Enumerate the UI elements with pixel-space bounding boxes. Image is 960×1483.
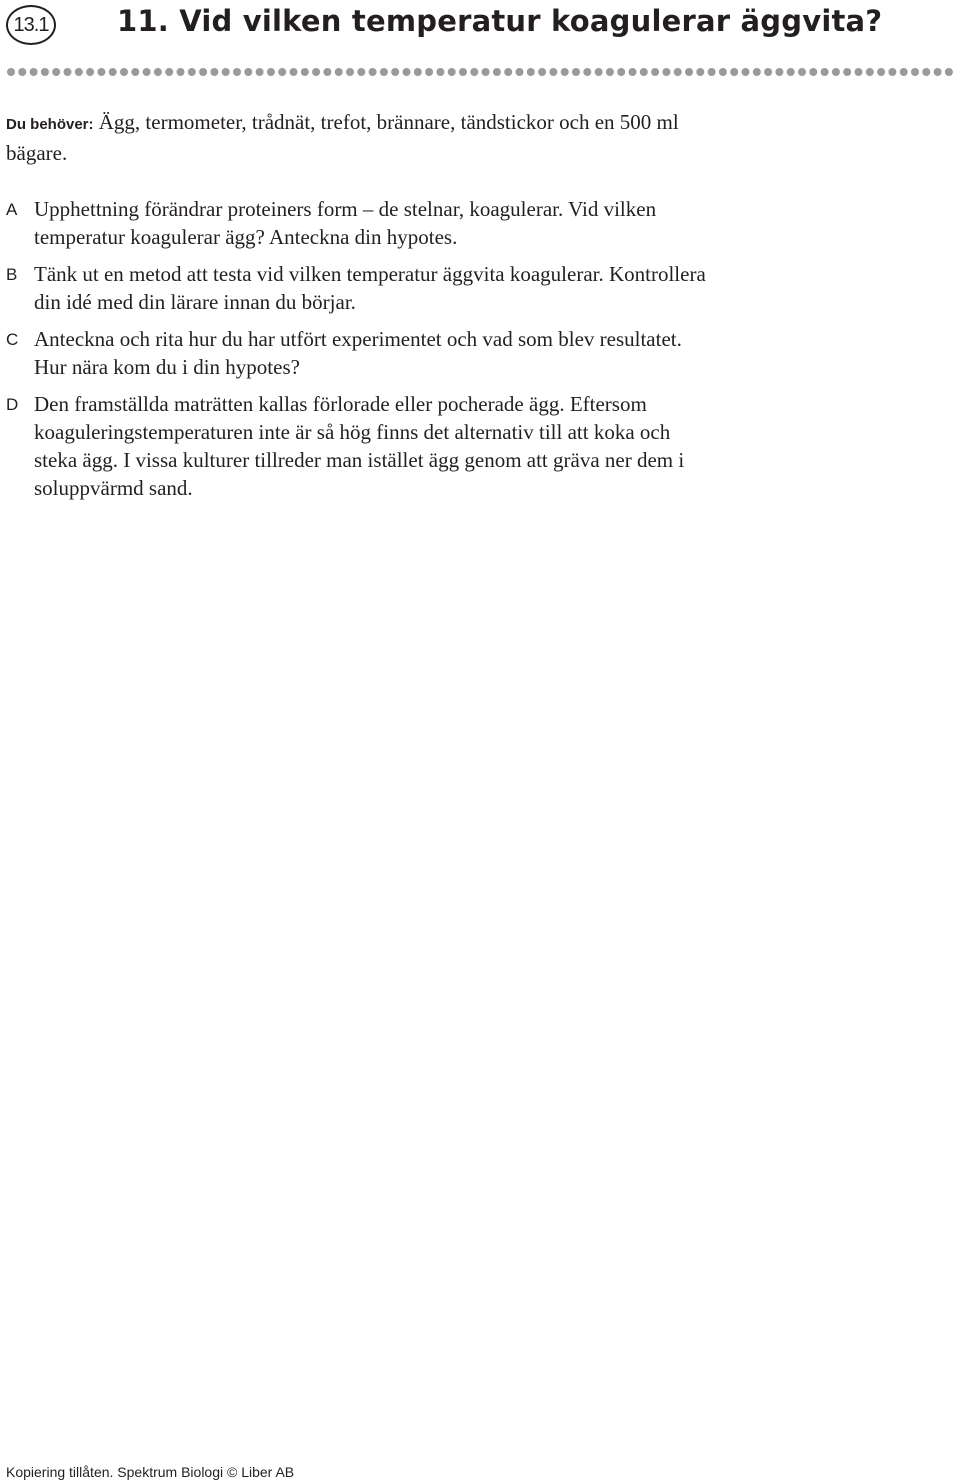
- divider-dot: [493, 68, 501, 76]
- divider-dot: [572, 68, 580, 76]
- divider-dot: [821, 68, 829, 76]
- divider-dot: [312, 68, 320, 76]
- divider-dot: [527, 68, 535, 76]
- task-list: [6, 195, 706, 511]
- divider-dot: [629, 68, 637, 76]
- divider-dot: [922, 68, 930, 76]
- divider-dot: [41, 68, 49, 76]
- divider-dot: [719, 68, 727, 76]
- divider-dot: [425, 68, 433, 76]
- divider-dot: [742, 68, 750, 76]
- task-item-b: [6, 260, 706, 316]
- divider-dot: [75, 68, 83, 76]
- divider-dot: [855, 68, 863, 76]
- chapter-badge: 13.1: [6, 5, 56, 45]
- divider-dot: [210, 68, 218, 76]
- divider-dot: [120, 68, 128, 76]
- divider-dot: [787, 68, 795, 76]
- divider-dot: [832, 68, 840, 76]
- divider-dot: [662, 68, 670, 76]
- divider-dot: [945, 68, 953, 76]
- divider-dot: [301, 68, 309, 76]
- task-letter: B: [6, 265, 18, 284]
- materials-section: [6, 108, 706, 167]
- divider-dot: [290, 68, 298, 76]
- divider-dot: [256, 68, 264, 76]
- divider-dot: [595, 68, 603, 76]
- materials-text: Ägg, termometer, trådnät, trefot, brännare, tändstickor och en 500 ml bägare.: [6, 110, 679, 165]
- divider-dot: [753, 68, 761, 76]
- task-text: Den framställda maträtten kallas förlorade eller pocherade ägg. Eftersom koaguleringstemperaturen inte är så hög finns det alternativ till att koka och steka ägg. I vissa kulturer tillreder man istället ägg genom att gräva ner dem i soluppvärmd sand.: [34, 392, 685, 500]
- divider-dot: [7, 68, 15, 76]
- divider-dot: [244, 68, 252, 76]
- task-item-d: [6, 390, 706, 502]
- divider-dot: [323, 68, 331, 76]
- copyright-footer: Kopiering tillåten. Spektrum Biologi © Liber AB: [6, 1464, 295, 1480]
- divider-dot: [233, 68, 241, 76]
- page-title: 11. Vid vilken temperatur koagulerar äggvita?: [117, 4, 883, 38]
- task-item-c: [6, 325, 706, 381]
- divider-dot: [911, 68, 919, 76]
- divider-dot: [143, 68, 151, 76]
- divider-dot: [380, 68, 388, 76]
- divider-dot: [18, 68, 26, 76]
- divider-dot: [674, 68, 682, 76]
- divider-dot: [199, 68, 207, 76]
- divider-dot: [177, 68, 185, 76]
- divider-dot: [798, 68, 806, 76]
- task-letter: A: [6, 200, 18, 219]
- divider-dot: [843, 68, 851, 76]
- divider-dot: [459, 68, 467, 76]
- divider-dot: [403, 68, 411, 76]
- task-text: Anteckna och rita hur du har utfört experimentet och vad som blev resultatet. Hur nära kom du i din hypotes?: [34, 327, 682, 379]
- divider-dot: [809, 68, 817, 76]
- divider-dot: [188, 68, 196, 76]
- task-item-a: [6, 195, 706, 251]
- divider-dot: [131, 68, 139, 76]
- divider-dot: [267, 68, 275, 76]
- divider-dot: [617, 68, 625, 76]
- divider-dot: [436, 68, 444, 76]
- divider-dot: [764, 68, 772, 76]
- task-letter: C: [6, 330, 19, 349]
- divider-dot: [651, 68, 659, 76]
- divider-dot: [64, 68, 72, 76]
- divider-dot: [730, 68, 738, 76]
- divider-dot: [346, 68, 354, 76]
- divider-dot: [900, 68, 908, 76]
- divider-dot: [888, 68, 896, 76]
- divider-dot: [86, 68, 94, 76]
- divider-dot: [482, 68, 490, 76]
- divider-dot: [391, 68, 399, 76]
- divider-dot: [866, 68, 874, 76]
- divider-dot: [708, 68, 716, 76]
- divider-dot: [775, 68, 783, 76]
- divider-dot: [30, 68, 38, 76]
- divider-dot: [685, 68, 693, 76]
- divider-dot: [470, 68, 478, 76]
- divider-dot: [934, 68, 942, 76]
- task-text: Tänk ut en metod att testa vid vilken temperatur äggvita koagulerar. Kontrollera din idé med din lärare innan du börjar.: [34, 262, 706, 314]
- divider-dot: [97, 68, 105, 76]
- divider-dot: [154, 68, 162, 76]
- divider-dot: [369, 68, 377, 76]
- divider-dot: [561, 68, 569, 76]
- divider-dot: [583, 68, 591, 76]
- divider-dot: [448, 68, 456, 76]
- task-text: Upphettning förändrar proteiners form – de stelnar, koagulerar. Vid vilken temperatur koagulerar ägg? Anteckna din hypotes.: [34, 197, 657, 249]
- divider-dot: [538, 68, 546, 76]
- divider-dot: [606, 68, 614, 76]
- divider-dot: [278, 68, 286, 76]
- divider-dot: [335, 68, 343, 76]
- task-letter: D: [6, 395, 19, 414]
- divider-dot: [52, 68, 60, 76]
- divider-dot: [222, 68, 230, 76]
- divider-dot: [109, 68, 117, 76]
- divider-dot: [414, 68, 422, 76]
- divider-dot: [165, 68, 173, 76]
- dotted-divider: [6, 66, 954, 78]
- divider-dot: [516, 68, 524, 76]
- divider-dot: [549, 68, 557, 76]
- divider-dot: [504, 68, 512, 76]
- divider-dot: [357, 68, 365, 76]
- materials-label: Du behöver:: [6, 116, 94, 133]
- divider-dot: [877, 68, 885, 76]
- divider-dot: [640, 68, 648, 76]
- divider-dot: [696, 68, 704, 76]
